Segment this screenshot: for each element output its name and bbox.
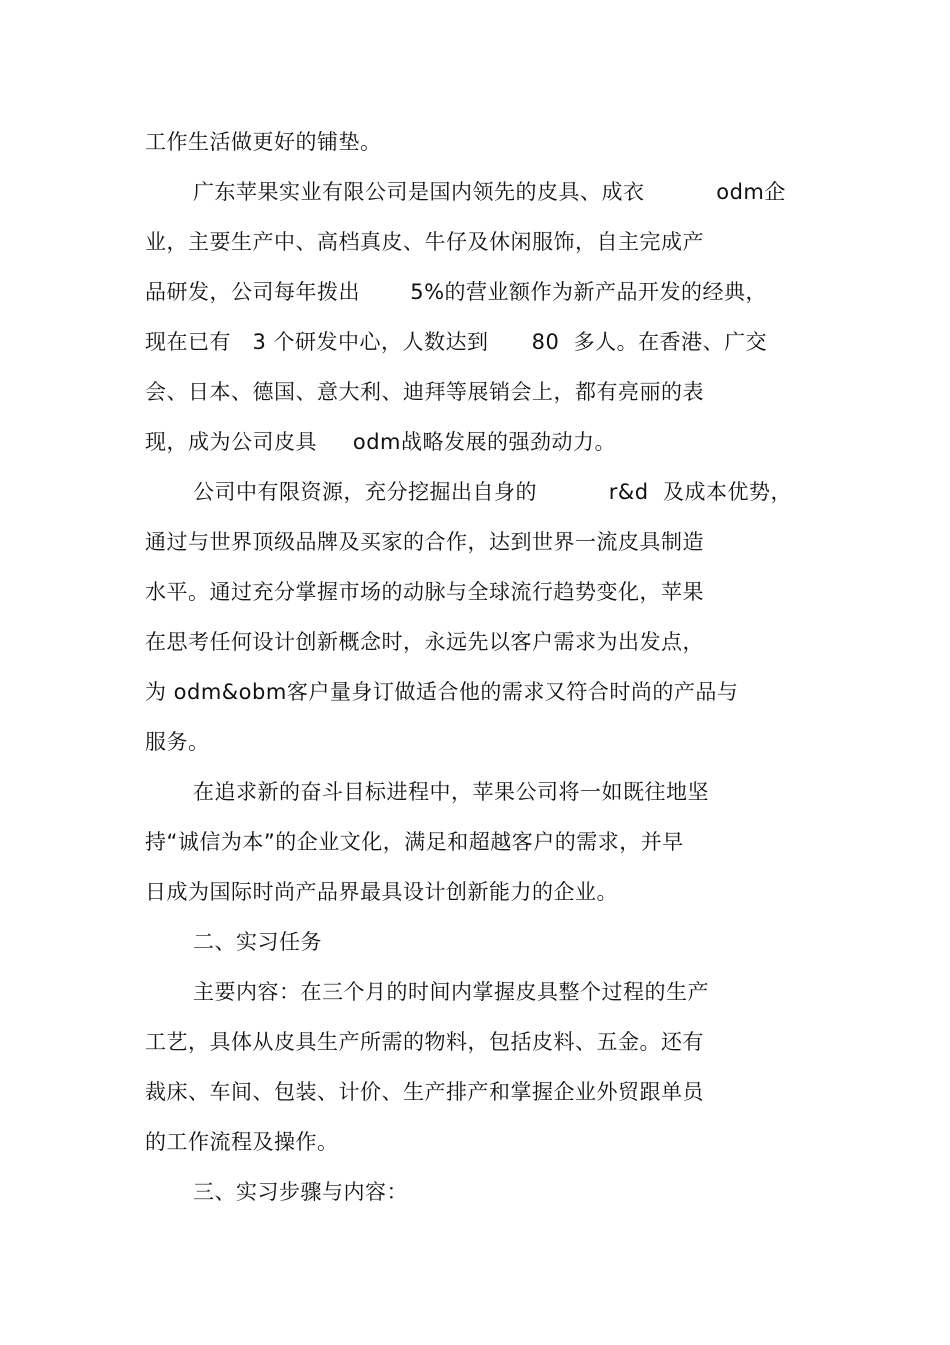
paragraph-start-line: 主要内容：在三个月的时间内掌握皮具整个过程的生产	[193, 980, 709, 1004]
text-line: 业，主要生产中、高档真皮、牛仔及休闲服饰，自主完成产	[145, 230, 704, 254]
text-line: 会、日本、德国、意大利、迪拜等展销会上，都有亮丽的表	[145, 380, 704, 404]
text-line: 服务。	[145, 730, 210, 754]
text-line: 现在已有 3 个研发中心，人数达到 80 多人。在香港、广交	[145, 330, 768, 354]
text-line: 日成为国际时尚产品界最具设计创新能力的企业。	[145, 880, 618, 904]
section-heading: 二、实习任务	[193, 930, 322, 954]
text-line: 工作生活做更好的铺垫。	[145, 130, 382, 154]
paragraph-start-line: 公司中有限资源，充分挖掘出自身的 r&d 及成本优势，	[193, 480, 792, 504]
text-line: 为 odm&obm客户量身订做适合他的需求又符合时尚的产品与	[145, 680, 739, 704]
text-line: 现，成为公司皮具 odm战略发展的强劲动力。	[145, 430, 617, 454]
text-line: 水平。通过充分掌握市场的动脉与全球流行趋势变化，苹果	[145, 580, 704, 604]
text-line: 通过与世界顶级品牌及买家的合作，达到世界一流皮具制造	[145, 530, 704, 554]
paragraph-start-line: 在追求新的奋斗目标进程中，苹果公司将一如既往地坚	[193, 780, 709, 804]
text-line: 品研发，公司每年拨出 5%的营业额作为新产品开发的经典，	[145, 280, 768, 304]
text-line: 持“诚信为本”的企业文化，满足和超越客户的需求，并早	[145, 830, 684, 854]
text-line: 工艺，具体从皮具生产所需的物料，包括皮料、五金。还有	[145, 1030, 704, 1054]
paragraph-start-line: 广东苹果实业有限公司是国内领先的皮具、成衣 odm企	[193, 180, 786, 204]
text-line: 的工作流程及操作。	[145, 1130, 339, 1154]
text-line: 裁床、车间、包装、计价、生产排产和掌握企业外贸跟单员	[145, 1080, 704, 1104]
text-line: 在思考任何设计创新概念时，永远先以客户需求为出发点，	[145, 630, 704, 654]
section-heading: 三、实习步骤与内容：	[193, 1180, 408, 1204]
